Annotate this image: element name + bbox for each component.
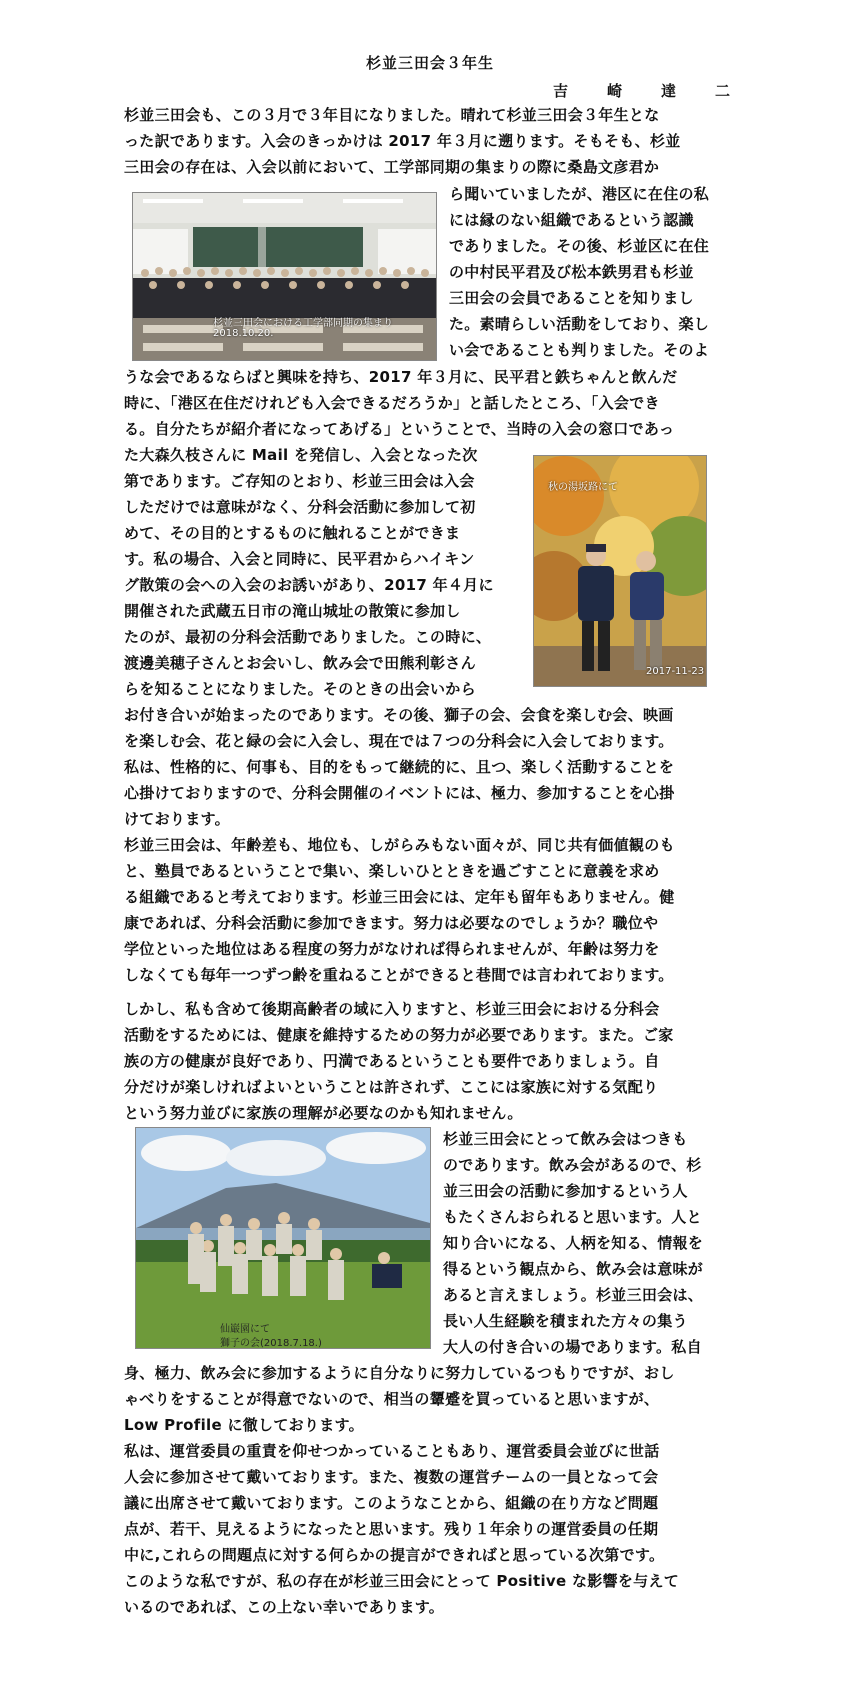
- body-line: のであります。飲み会があるので、杉: [443, 1156, 702, 1174]
- body-line: しかし、私も含めて後期高齢者の域に入りますと、杉並三田会における分科会: [124, 1000, 660, 1018]
- garden-photo-image: [136, 1128, 430, 1348]
- photo1-caption-line2: 2018.10.20.: [213, 328, 274, 339]
- body-line: 三田会の存在は、入会以前において、工学部同期の集まりの際に桑島文彦君か: [124, 158, 660, 176]
- body-line: と、塾員であるということで集い、楽しいひとときを過ごすことに意義を求め: [124, 862, 660, 880]
- body-line: 心掛けておりますので、分科会開催のイベントには、極力、参加することを心掛: [124, 784, 675, 802]
- body-line: もたくさんおられると思います。人と: [443, 1208, 702, 1226]
- photo1-caption-line1: 杉並三田会における工学部同期の集まり: [213, 318, 393, 329]
- body-line: す。私の場合、入会と同時に、民平君からハイキン: [124, 550, 475, 568]
- body-line: 時に、「港区在住だけれども入会できるだろうか」と話したところ、「入会でき: [124, 394, 660, 412]
- photo-classroom-group: [132, 192, 437, 361]
- body-line: 私は、運営委員の重責を仰せつかっていることもあり、運営委員会並びに世話: [124, 1442, 660, 1460]
- body-line: うな会であるならばと興味を持ち、2017 年３月に、民平君と鉄ちゃんと飲んだ: [124, 368, 678, 386]
- body-line: いるのであれば、この上ない幸いであります。: [124, 1598, 445, 1616]
- body-line: た大森久枝さんに Mail を発信し、入会となった次: [124, 446, 478, 464]
- body-line: った訳であります。入会のきっかけは 2017 年３月に遡ります。そもそも、杉並: [124, 132, 681, 150]
- body-line: 身、極力、飲み会に参加するように自分なりに努力しているつもりですが、おし: [124, 1364, 675, 1382]
- document-title: 杉並三田会３年生: [365, 54, 494, 72]
- body-line: Low Profile に徹しております。: [124, 1416, 364, 1434]
- photo-autumn-hiking: [533, 455, 707, 687]
- body-line: の中村民平君及び松本鉄男君も杉並: [449, 263, 694, 281]
- body-line: グ散策の会への入会のお誘いがあり、2017 年４月に: [124, 576, 494, 594]
- body-line: 並三田会の活動に参加するという人: [443, 1182, 688, 1200]
- body-line: 杉並三田会にとって飲み会はつきも: [443, 1130, 688, 1148]
- body-line: このような私ですが、私の存在が杉並三田会にとって Positive な影響を与えて: [124, 1572, 680, 1590]
- body-line: 渡邊美穂子さんとお会いし、飲み会で田熊利彰さん: [124, 654, 476, 672]
- body-line: たのが、最初の分科会活動でありました。この時に、: [124, 628, 492, 646]
- body-line: を楽しむ会、花と緑の会に入会し、現在では７つの分科会に入会しております。: [124, 732, 674, 750]
- body-line: 学位といった地位はある程度の努力がなければ得られませんが、年齢は努力を: [124, 940, 660, 958]
- photo3-caption-line2: 獅子の会(2018.7.18.): [220, 1338, 322, 1349]
- body-line: 開催された武蔵五日市の滝山城址の散策に参加し: [124, 602, 461, 620]
- body-line: 得るという観点から、飲み会は意味が: [443, 1260, 704, 1278]
- photo2-caption-line1: 秋の湯坂路にて: [548, 482, 618, 493]
- body-line: い会であることも判りました。そのよ: [449, 341, 710, 359]
- body-line: しなくても毎年一つずつ齢を重ねることができると巷間では言われております。: [124, 966, 674, 984]
- body-line: には縁のない組織であるという認識: [449, 211, 694, 229]
- body-line: ゃべりをすることが得意でないので、相当の顰蹙を買っていると思いますが、: [124, 1390, 660, 1408]
- body-line: らを知ることになりました。そのときの出会いから: [124, 680, 476, 698]
- body-line: 族の方の健康が良好であり、円満であるということも要件でありましょう。自: [124, 1052, 660, 1070]
- body-line: 私は、性格的に、何事も、目的をもって継続的に、且つ、楽しく活動することを: [124, 758, 675, 776]
- body-line: 康であれば、分科会活動に参加できます。努力は必要なのでしょうか？職位や: [124, 914, 659, 932]
- body-line: あると言えましょう。杉並三田会は、: [443, 1286, 704, 1304]
- body-line: 長い人生経験を積まれた方々の集う: [443, 1312, 688, 1330]
- body-line: 杉並三田会は、年齢差も、地位も、しがらみもない面々が、同じ共有価値観のも: [124, 836, 675, 854]
- body-line: という努力並びに家族の理解が必要なのかも知れません。: [124, 1104, 523, 1122]
- body-line: 大人の付き合いの場であります。私自: [443, 1338, 702, 1356]
- author-name: 吉 崎 達 二: [552, 82, 742, 100]
- body-line: 人会に参加させて戴いております。また、複数の運営チームの一員となって会: [124, 1468, 659, 1486]
- body-line: 第であります。ご存知のとおり、杉並三田会は入会: [124, 472, 475, 490]
- body-line: 分だけが楽しければよいということは許されず、ここには家族に対する気配り: [124, 1078, 659, 1096]
- body-line: 知り合いになる、人柄を知る、情報を: [443, 1234, 704, 1252]
- body-line: た。素晴らしい活動をしており、楽し: [449, 315, 710, 333]
- body-line: ら聞いていましたが、港区に在住の私: [449, 185, 710, 203]
- body-line: 議に出席させて戴いております。このようなことから、組織の在り方など問題: [124, 1494, 659, 1512]
- classroom-photo-image: [133, 193, 436, 360]
- body-line: 点が、若干、見えるようになったと思います。残り１年余りの運営委員の任期: [124, 1520, 659, 1538]
- body-line: しただけでは意味がなく、分科会活動に参加して初: [124, 498, 476, 516]
- body-line: めて、その目的とするものに触れることができま: [124, 524, 461, 542]
- photo2-caption-line2: 2017-11-23: [646, 666, 705, 677]
- body-line: る。自分たちが紹介者になってあげる」ということで、当時の入会の窓口であっ: [124, 420, 675, 438]
- photo-garden-group: [135, 1127, 431, 1349]
- body-line: けております。: [124, 810, 230, 828]
- photo3-caption-line1: 仙巌園にて: [220, 1324, 270, 1335]
- body-line: 活動をするためには、健康を維持するための努力が必要であります。また。ご家: [124, 1026, 674, 1044]
- body-line: る組織であると考えております。杉並三田会には、定年も留年もありません。健: [124, 888, 675, 906]
- body-line: お付き合いが始まったのであります。その後、獅子の会、会食を楽しむ会、映画: [124, 706, 674, 724]
- body-line: でありました。その後、杉並区に在住: [449, 237, 710, 255]
- body-line: 杉並三田会も、この３月で３年目になりました。晴れて杉並三田会３年生とな: [124, 106, 660, 124]
- body-line: 中に,これらの問題点に対する何らかの提言ができればと思っている次第です。: [124, 1546, 665, 1564]
- body-line: 三田会の会員であることを知りまし: [449, 289, 694, 307]
